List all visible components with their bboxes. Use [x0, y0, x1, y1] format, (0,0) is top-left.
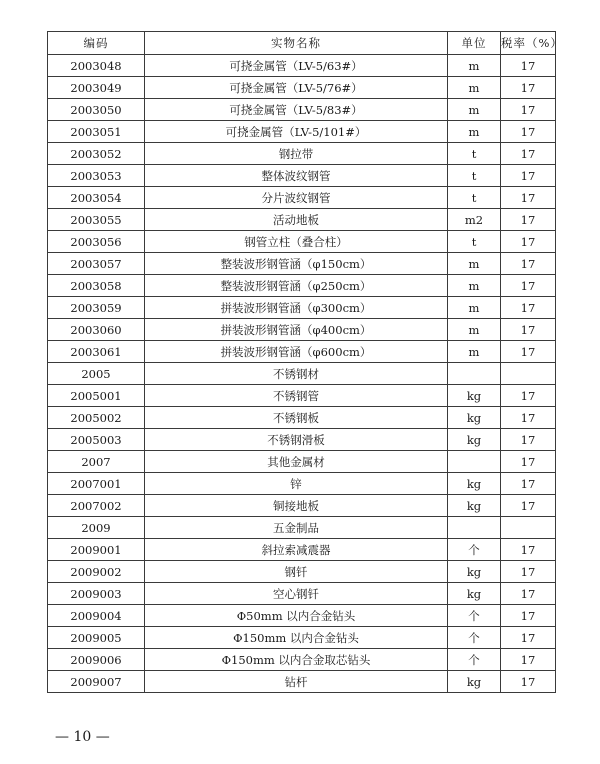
cell-unit: m — [448, 99, 501, 121]
cell-unit: 个 — [448, 649, 501, 671]
cell-code: 2003057 — [48, 253, 145, 275]
cell-item-name: 整体波纹钢管 — [145, 165, 448, 187]
cell-tax-rate — [501, 517, 556, 539]
table-row — [48, 341, 556, 363]
table-row — [48, 429, 556, 451]
table-row — [48, 451, 556, 473]
table-row — [48, 319, 556, 341]
table-row — [48, 627, 556, 649]
header-item-name: 实物名称 — [145, 32, 448, 55]
cell-unit: t — [448, 231, 501, 253]
cell-tax-rate: 17 — [501, 209, 556, 231]
cell-tax-rate: 17 — [501, 275, 556, 297]
table-row — [48, 539, 556, 561]
cell-unit: t — [448, 165, 501, 187]
cell-unit: m — [448, 319, 501, 341]
cell-item-name: 可挠金属管（LV-5/63#） — [145, 55, 448, 77]
cell-unit: kg — [448, 473, 501, 495]
table-row — [48, 385, 556, 407]
cell-item-name: Φ50mm 以内合金钻头 — [145, 605, 448, 627]
cell-code: 2003051 — [48, 121, 145, 143]
cell-tax-rate: 17 — [501, 671, 556, 693]
cell-code: 2003054 — [48, 187, 145, 209]
table-row — [48, 209, 556, 231]
cell-tax-rate: 17 — [501, 429, 556, 451]
cell-tax-rate: 17 — [501, 583, 556, 605]
cell-unit: kg — [448, 407, 501, 429]
cell-item-name: 五金制品 — [145, 517, 448, 539]
cell-item-name: 分片波纹钢管 — [145, 187, 448, 209]
cell-unit: m — [448, 297, 501, 319]
cell-code: 2003060 — [48, 319, 145, 341]
cell-code: 2005002 — [48, 407, 145, 429]
cell-tax-rate: 17 — [501, 561, 556, 583]
cell-code: 2009001 — [48, 539, 145, 561]
cell-item-name: 可挠金属管（LV-5/83#） — [145, 99, 448, 121]
cell-tax-rate: 17 — [501, 407, 556, 429]
cell-code: 2003053 — [48, 165, 145, 187]
cell-item-name: 其他金属材 — [145, 451, 448, 473]
cell-item-name: 钢钎 — [145, 561, 448, 583]
cell-tax-rate: 17 — [501, 121, 556, 143]
cell-item-name: 整装波形钢管涵（φ150cm） — [145, 253, 448, 275]
cell-tax-rate: 17 — [501, 231, 556, 253]
cell-tax-rate: 17 — [501, 55, 556, 77]
cell-item-name: 钢管立柱（叠合柱） — [145, 231, 448, 253]
table-row — [48, 99, 556, 121]
cell-tax-rate: 17 — [501, 99, 556, 121]
cell-unit — [448, 451, 501, 473]
cell-item-name: Φ150mm 以内合金钻头 — [145, 627, 448, 649]
cell-unit: m — [448, 275, 501, 297]
cell-code: 2003061 — [48, 341, 145, 363]
cell-tax-rate — [501, 363, 556, 385]
table-row — [48, 671, 556, 693]
cell-tax-rate: 17 — [501, 165, 556, 187]
cell-code: 2009003 — [48, 583, 145, 605]
cell-item-name: 可挠金属管（LV-5/101#） — [145, 121, 448, 143]
cell-unit: 个 — [448, 605, 501, 627]
cell-unit: m — [448, 77, 501, 99]
cell-unit: m2 — [448, 209, 501, 231]
cell-code: 2003059 — [48, 297, 145, 319]
cell-tax-rate: 17 — [501, 627, 556, 649]
cell-item-name: 锌 — [145, 473, 448, 495]
cell-tax-rate: 17 — [501, 143, 556, 165]
table-header-row — [48, 32, 556, 55]
table-row — [48, 77, 556, 99]
cell-unit: kg — [448, 561, 501, 583]
cell-code: 2003056 — [48, 231, 145, 253]
table-row — [48, 473, 556, 495]
tax-rate-table-container — [47, 31, 563, 693]
cell-item-name: 拼装波形钢管涵（φ400cm） — [145, 319, 448, 341]
cell-item-name: 拼装波形钢管涵（φ600cm） — [145, 341, 448, 363]
cell-code: 2003052 — [48, 143, 145, 165]
cell-unit: kg — [448, 495, 501, 517]
cell-tax-rate: 17 — [501, 451, 556, 473]
table-row — [48, 231, 556, 253]
cell-unit: t — [448, 187, 501, 209]
cell-code: 2007001 — [48, 473, 145, 495]
table-row — [48, 363, 556, 385]
cell-item-name: 斜拉索减震器 — [145, 539, 448, 561]
cell-item-name: 不锈钢管 — [145, 385, 448, 407]
cell-unit: t — [448, 143, 501, 165]
table-row — [48, 55, 556, 77]
cell-code: 2005003 — [48, 429, 145, 451]
cell-code: 2007 — [48, 451, 145, 473]
tax-rate-table — [47, 31, 563, 693]
cell-tax-rate: 17 — [501, 187, 556, 209]
table-row — [48, 407, 556, 429]
cell-item-name: 空心钢钎 — [145, 583, 448, 605]
cell-tax-rate: 17 — [501, 77, 556, 99]
cell-item-name: 可挠金属管（LV-5/76#） — [145, 77, 448, 99]
table-row — [48, 495, 556, 517]
cell-item-name: 整装波形钢管涵（φ250cm） — [145, 275, 448, 297]
cell-item-name: 拼装波形钢管涵（φ300cm） — [145, 297, 448, 319]
cell-code: 2007002 — [48, 495, 145, 517]
table-row — [48, 561, 556, 583]
cell-tax-rate: 17 — [501, 649, 556, 671]
table-row — [48, 605, 556, 627]
cell-code: 2009002 — [48, 561, 145, 583]
page-number: — 10 — — [55, 729, 110, 745]
table-row — [48, 187, 556, 209]
cell-item-name: 钢拉带 — [145, 143, 448, 165]
cell-item-name: 不锈钢板 — [145, 407, 448, 429]
cell-tax-rate: 17 — [501, 495, 556, 517]
cell-unit: kg — [448, 429, 501, 451]
cell-code: 2003050 — [48, 99, 145, 121]
table-row — [48, 165, 556, 187]
cell-code: 2009005 — [48, 627, 145, 649]
cell-unit: m — [448, 121, 501, 143]
table-row — [48, 583, 556, 605]
table-row — [48, 253, 556, 275]
cell-tax-rate: 17 — [501, 319, 556, 341]
cell-item-name: 活动地板 — [145, 209, 448, 231]
table-row — [48, 143, 556, 165]
table-row — [48, 297, 556, 319]
header-unit: 单位 — [448, 32, 501, 55]
table-body — [48, 55, 556, 693]
cell-unit: 个 — [448, 627, 501, 649]
cell-code: 2003049 — [48, 77, 145, 99]
cell-tax-rate: 17 — [501, 297, 556, 319]
cell-unit: m — [448, 341, 501, 363]
table-row — [48, 517, 556, 539]
cell-item-name: 钻杆 — [145, 671, 448, 693]
table-row — [48, 275, 556, 297]
cell-tax-rate: 17 — [501, 341, 556, 363]
cell-unit: m — [448, 253, 501, 275]
cell-item-name: 不锈钢滑板 — [145, 429, 448, 451]
cell-item-name: 铜接地板 — [145, 495, 448, 517]
cell-code: 2005 — [48, 363, 145, 385]
cell-unit: m — [448, 55, 501, 77]
cell-unit — [448, 517, 501, 539]
table-row — [48, 649, 556, 671]
cell-unit: kg — [448, 583, 501, 605]
header-tax-rate: 税率（%） — [501, 32, 556, 55]
cell-code: 2005001 — [48, 385, 145, 407]
cell-item-name: 不锈钢材 — [145, 363, 448, 385]
cell-code: 2003055 — [48, 209, 145, 231]
cell-unit — [448, 363, 501, 385]
cell-code: 2009004 — [48, 605, 145, 627]
cell-code: 2003058 — [48, 275, 145, 297]
cell-tax-rate: 17 — [501, 253, 556, 275]
header-code: 编码 — [48, 32, 145, 55]
cell-unit: 个 — [448, 539, 501, 561]
table-row — [48, 121, 556, 143]
cell-item-name: Φ150mm 以内合金取芯钻头 — [145, 649, 448, 671]
cell-tax-rate: 17 — [501, 473, 556, 495]
cell-code: 2003048 — [48, 55, 145, 77]
cell-code: 2009006 — [48, 649, 145, 671]
cell-tax-rate: 17 — [501, 605, 556, 627]
cell-tax-rate: 17 — [501, 539, 556, 561]
cell-code: 2009 — [48, 517, 145, 539]
cell-code: 2009007 — [48, 671, 145, 693]
cell-unit: kg — [448, 671, 501, 693]
cell-unit: kg — [448, 385, 501, 407]
cell-tax-rate: 17 — [501, 385, 556, 407]
